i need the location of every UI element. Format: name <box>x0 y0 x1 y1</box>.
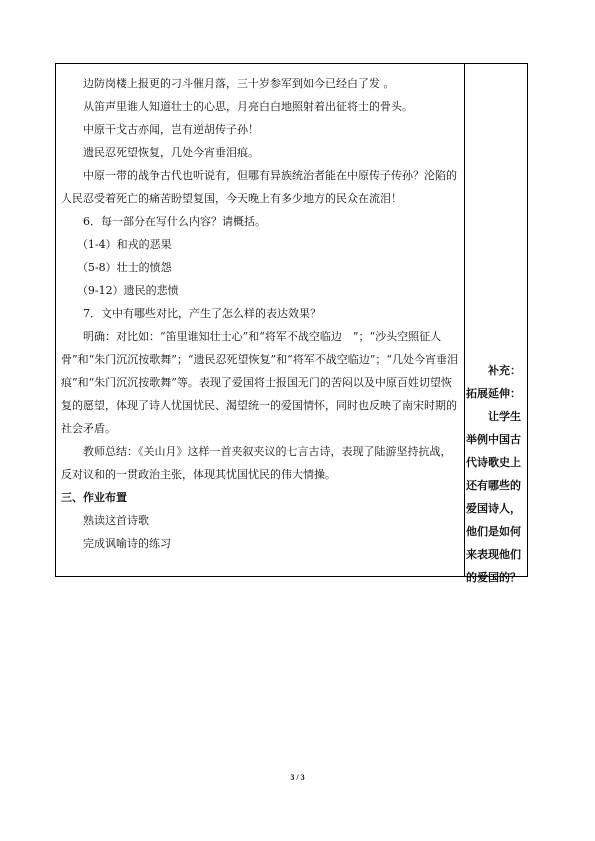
homework-item-1: 熟读这首诗歌 <box>83 514 149 527</box>
part-summary-1: （1-4）和戎的恶果 <box>76 238 172 251</box>
translation-line-1: 边防岗楼上报更的刁斗催月落，三十岁参军到如今已经白了发 。 <box>83 77 395 90</box>
question-6: 6．每一部分在写什么内容？请概括。 <box>83 215 266 228</box>
part-summary-3: （9-12）遗民的悲愤 <box>76 284 179 297</box>
answer-paragraph: 明确：对比如：“笛里谁知壮士心”和“将军不战空临边 ”；“沙头空照征人骨”和“朱门沉沉按歌舞”；“遗民忍死望恢复”和“将军不战空临边”；“几处今宵垂泪痕”和“朱门沉沉按歌舞”等。表现了爱国将士报国无门的苦闷以及中原百姓切望恢复的愿望，体现了诗人忧国忧民、渴望统一的爱国情怀，同时也反映了南宋时期的社会矛盾。 <box>61 330 458 435</box>
poem-line-4: 遗民忍死望恢复，几处今宵垂泪痕。 <box>83 146 259 159</box>
side-notes <box>466 359 526 589</box>
homework-item-2: 完成讽喻诗的练习 <box>83 537 171 550</box>
section-heading-homework: 三、作业布置 <box>61 491 127 504</box>
side-note-body: 让学生举例中国古代诗歌史上还有哪些的爱国诗人，他们是如何来表现他们的爱国的？ <box>466 410 521 584</box>
teacher-summary: 教师总结：《关山月》这样一首夹叙夹议的七言古诗，表现了陆游坚持抗战，反对议和的一贯政治主张，体现其忧国忧民的伟大情操。 <box>61 445 452 481</box>
page-number: 3 / 3 <box>290 773 305 782</box>
column-divider <box>464 63 465 577</box>
lesson-content <box>61 72 461 555</box>
poem-line-3: 中原干戈古亦闻，岂有逆胡传子孙！ <box>83 123 259 136</box>
part-summary-2: （5-8）壮士的愤怨 <box>76 261 172 274</box>
translation-paragraph: 中原一带的战争古代也听说有，但哪有异族统治者能在中原传子传孙？沦陷的人民忍受着死亡的痛苦盼望复国，今天晚上有多少地方的民众在流泪！ <box>61 169 457 205</box>
question-7: 7．文中有哪些对比，产生了怎么样的表达效果？ <box>83 307 321 320</box>
translation-line-2: 从笛声里谁人知道壮士的心思，月亮白白地照射着出征将士的骨头。 <box>83 100 413 113</box>
side-note-title: 补充：拓展延伸： <box>466 364 521 400</box>
